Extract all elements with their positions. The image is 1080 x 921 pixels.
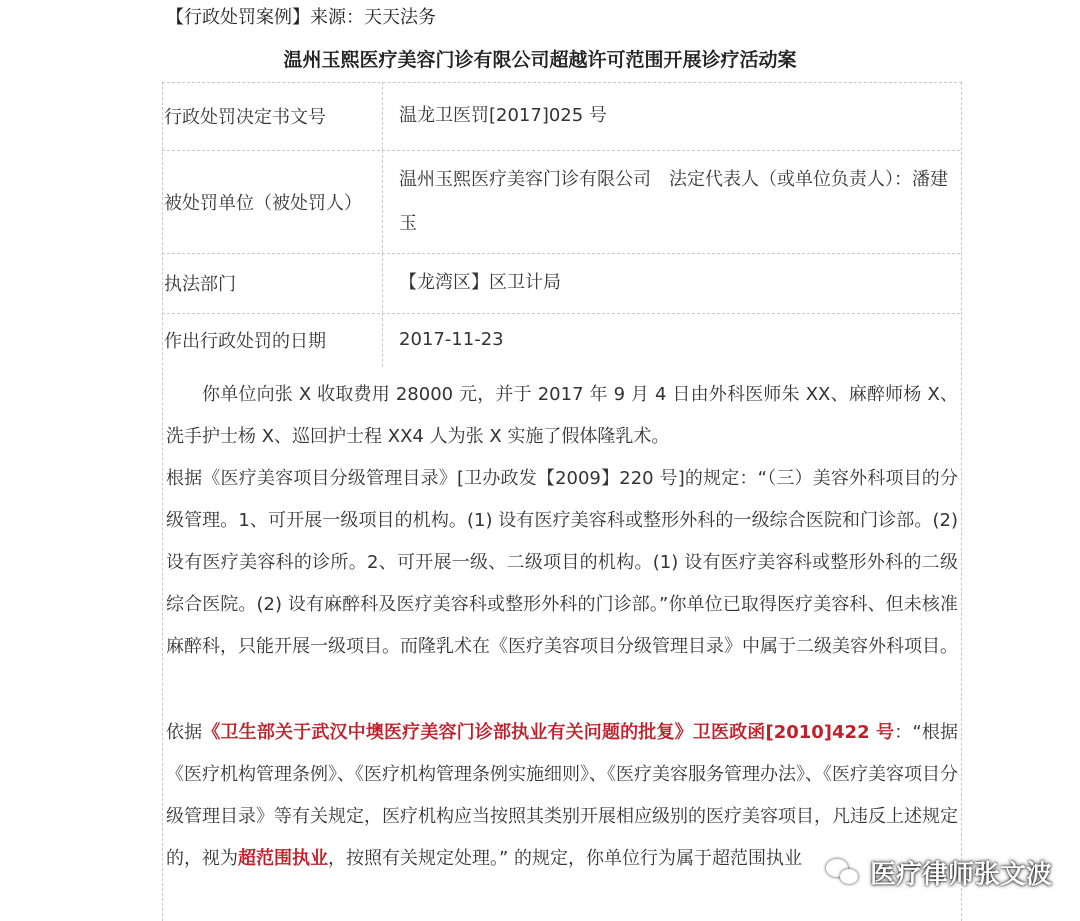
paragraph-regulation: 根据《医疗美容项目分级管理目录》[卫办政发【2009】220 号]的规定：“（三）美容外科项目的分级管理。1、可开展一级项目的机构。(1) 设有医疗美容科或整形外科的一级综合医院和门诊部。(2) 设有医疗美容科的诊所。2、可开展一级、二级项目的机构。(1) 设有医疗美容科或整形外科的二级综合医院。(2) 设有麻醉科及医疗美容科或整形外科的门诊部。”你单位已取得医疗美容科、但未核准麻醉科，只能开展一级项目。而隆乳术在《医疗美容项目分级管理目录》中属于二级美容外科项目。 bbox=[166, 468, 958, 657]
key-term: 超范围执业 bbox=[238, 848, 328, 869]
row-value: 2017-11-23 bbox=[382, 313, 960, 367]
watermark-text: 医疗律师张文波 bbox=[869, 859, 1052, 890]
cited-document: 《卫生部关于武汉中墺医疗美容门诊部执业有关问题的批复》卫医政函[2010]422 号 bbox=[202, 722, 895, 743]
page-title: 温州玉熙医疗美容门诊有限公司超越许可范围开展诊疗活动案 bbox=[283, 49, 797, 71]
row-key: 行政处罚决定书文号 bbox=[164, 107, 326, 128]
table-row bbox=[162, 313, 960, 367]
wechat-icon bbox=[826, 857, 862, 887]
row-value: 温州玉熙医疗美容门诊有限公司 法定代表人（或单位负责人）：潘建玉 bbox=[382, 150, 960, 253]
basis-suffix: ，按照有关规定处理。” 的规定，你单位行为属于超范围执业 bbox=[328, 848, 803, 869]
basis-middle: ：“根据《医疗机构管理条例》、《医疗机构管理条例实施细则》、《医疗美容服务管理办法》、《医疗美容项目分级管理目录》等有关规定，医疗机构应当按照其类别开展相应级别的医疗美容项目，凡违反上述规定的，视为 bbox=[166, 722, 959, 869]
row-value: 【龙湾区】区卫计局 bbox=[382, 253, 960, 313]
row-value: 温龙卫医罚[2017]025 号 bbox=[382, 82, 960, 150]
source-line: 【行政处罚案例】来源：天天法务 bbox=[166, 7, 436, 28]
row-key: 作出行政处罚的日期 bbox=[164, 331, 326, 352]
row-key: 执法部门 bbox=[164, 274, 236, 295]
table-row bbox=[162, 253, 960, 314]
paragraph-facts: 你单位向张 X 收取费用 28000 元，并于 2017 年 9 月 4 日由外科医师朱 XX、麻醉师杨 X、洗手护士杨 X、巡回护士程 XX4 人为张 X 实施了假体隆乳术。 bbox=[166, 384, 958, 447]
watermark bbox=[826, 852, 1052, 892]
table-row bbox=[162, 150, 960, 254]
basis-prefix: 依据 bbox=[166, 722, 203, 743]
row-key: 被处罚单位（被处罚人） bbox=[164, 192, 362, 214]
table-row bbox=[162, 82, 960, 151]
